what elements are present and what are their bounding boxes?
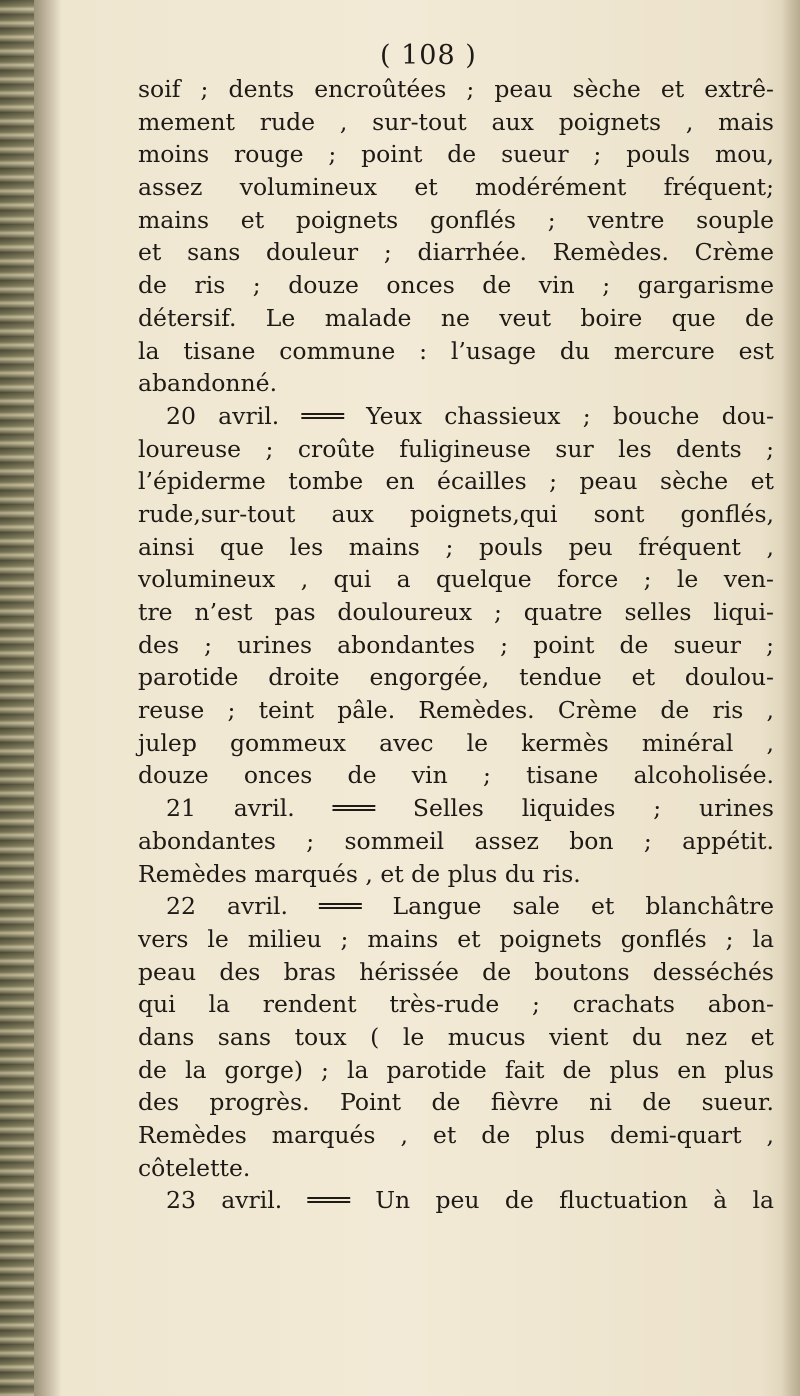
body-text [138, 73, 774, 1217]
text-line: abandonné. [138, 369, 278, 398]
text-line: 23 avril. ═══ Un peu de fluctuation à la [166, 1186, 774, 1215]
text-line: ainsi que les mains ; pouls peu fréquent , [138, 532, 774, 561]
page-edge [782, 0, 800, 1396]
text-line: des progrès. Point de fièvre ni de sueur. [138, 1088, 774, 1117]
text-line: l’épiderme tombe en écailles ; peau sèche et [138, 467, 774, 496]
text-line: mains et poignets gonflés ; ventre souple [138, 205, 774, 234]
text-line: côtelette. [138, 1153, 251, 1182]
text-line: abondantes ; sommeil assez bon ; appétit. [138, 826, 774, 855]
text-line: 20 avril. ═══ Yeux chassieux ; bouche dou- [166, 401, 774, 430]
text-line: qui la rendent très-rude ; crachats abon- [138, 990, 774, 1019]
text-line: détersif. Le malade ne veut boire que de [138, 303, 774, 332]
text-line: des ; urines abondantes ; point de sueur ; [138, 630, 774, 659]
text-line: reuse ; teint pâle. Remèdes. Crème de ris , [138, 696, 774, 725]
text-line: mement rude , sur-tout aux poignets , mais [138, 107, 774, 136]
book-binding-edge [0, 0, 34, 1396]
text-line: peau des bras hérissée de boutons desséchés [138, 957, 774, 986]
text-line: douze onces de vin ; tisane alcoholisée. [138, 761, 774, 790]
text-line: moins rouge ; point de sueur ; pouls mou, [138, 140, 774, 169]
text-line: assez volumineux et modérément fréquent; [138, 173, 774, 202]
text-line: 22 avril. ═══ Langue sale et blanchâtre [166, 892, 774, 921]
text-line: Remèdes marqués , et de plus du ris. [138, 859, 581, 888]
text-line: dans sans toux ( le mucus vient du nez et [138, 1022, 774, 1051]
text-line: loureuse ; croûte fuligineuse sur les dents ; [138, 434, 774, 463]
text-line: la tisane commune : l’usage du mercure est [138, 336, 774, 365]
text-line: soif ; dents encroûtées ; peau sèche et extrê- [138, 75, 774, 103]
text-line: vers le milieu ; mains et poignets gonflés ; la [138, 924, 774, 953]
text-line: volumineux , qui a quelque force ; le ven- [138, 565, 774, 594]
text-line: julep gommeux avec le kermès minéral , [138, 728, 774, 757]
text-line: tre n’est pas douloureux ; quatre selles liqui- [138, 598, 774, 626]
page-number: ( 108 ) [380, 40, 477, 71]
text-line: 21 avril. ═══ Selles liquides ; urines [166, 794, 774, 823]
text-line: Remèdes marqués , et de plus demi-quart , [138, 1121, 774, 1149]
text-line: et sans douleur ; diarrhée. Remèdes. Crème [138, 238, 774, 267]
text-line: de ris ; douze onces de vin ; gargarisme [138, 271, 774, 300]
text-line: parotide droite engorgée, tendue et doulou- [138, 663, 774, 692]
gutter-shadow [34, 0, 62, 1396]
text-line: rude,sur-tout aux poignets,qui sont gonflés, [138, 499, 774, 528]
text-line: de la gorge) ; la parotide fait de plus en plus [138, 1055, 774, 1084]
